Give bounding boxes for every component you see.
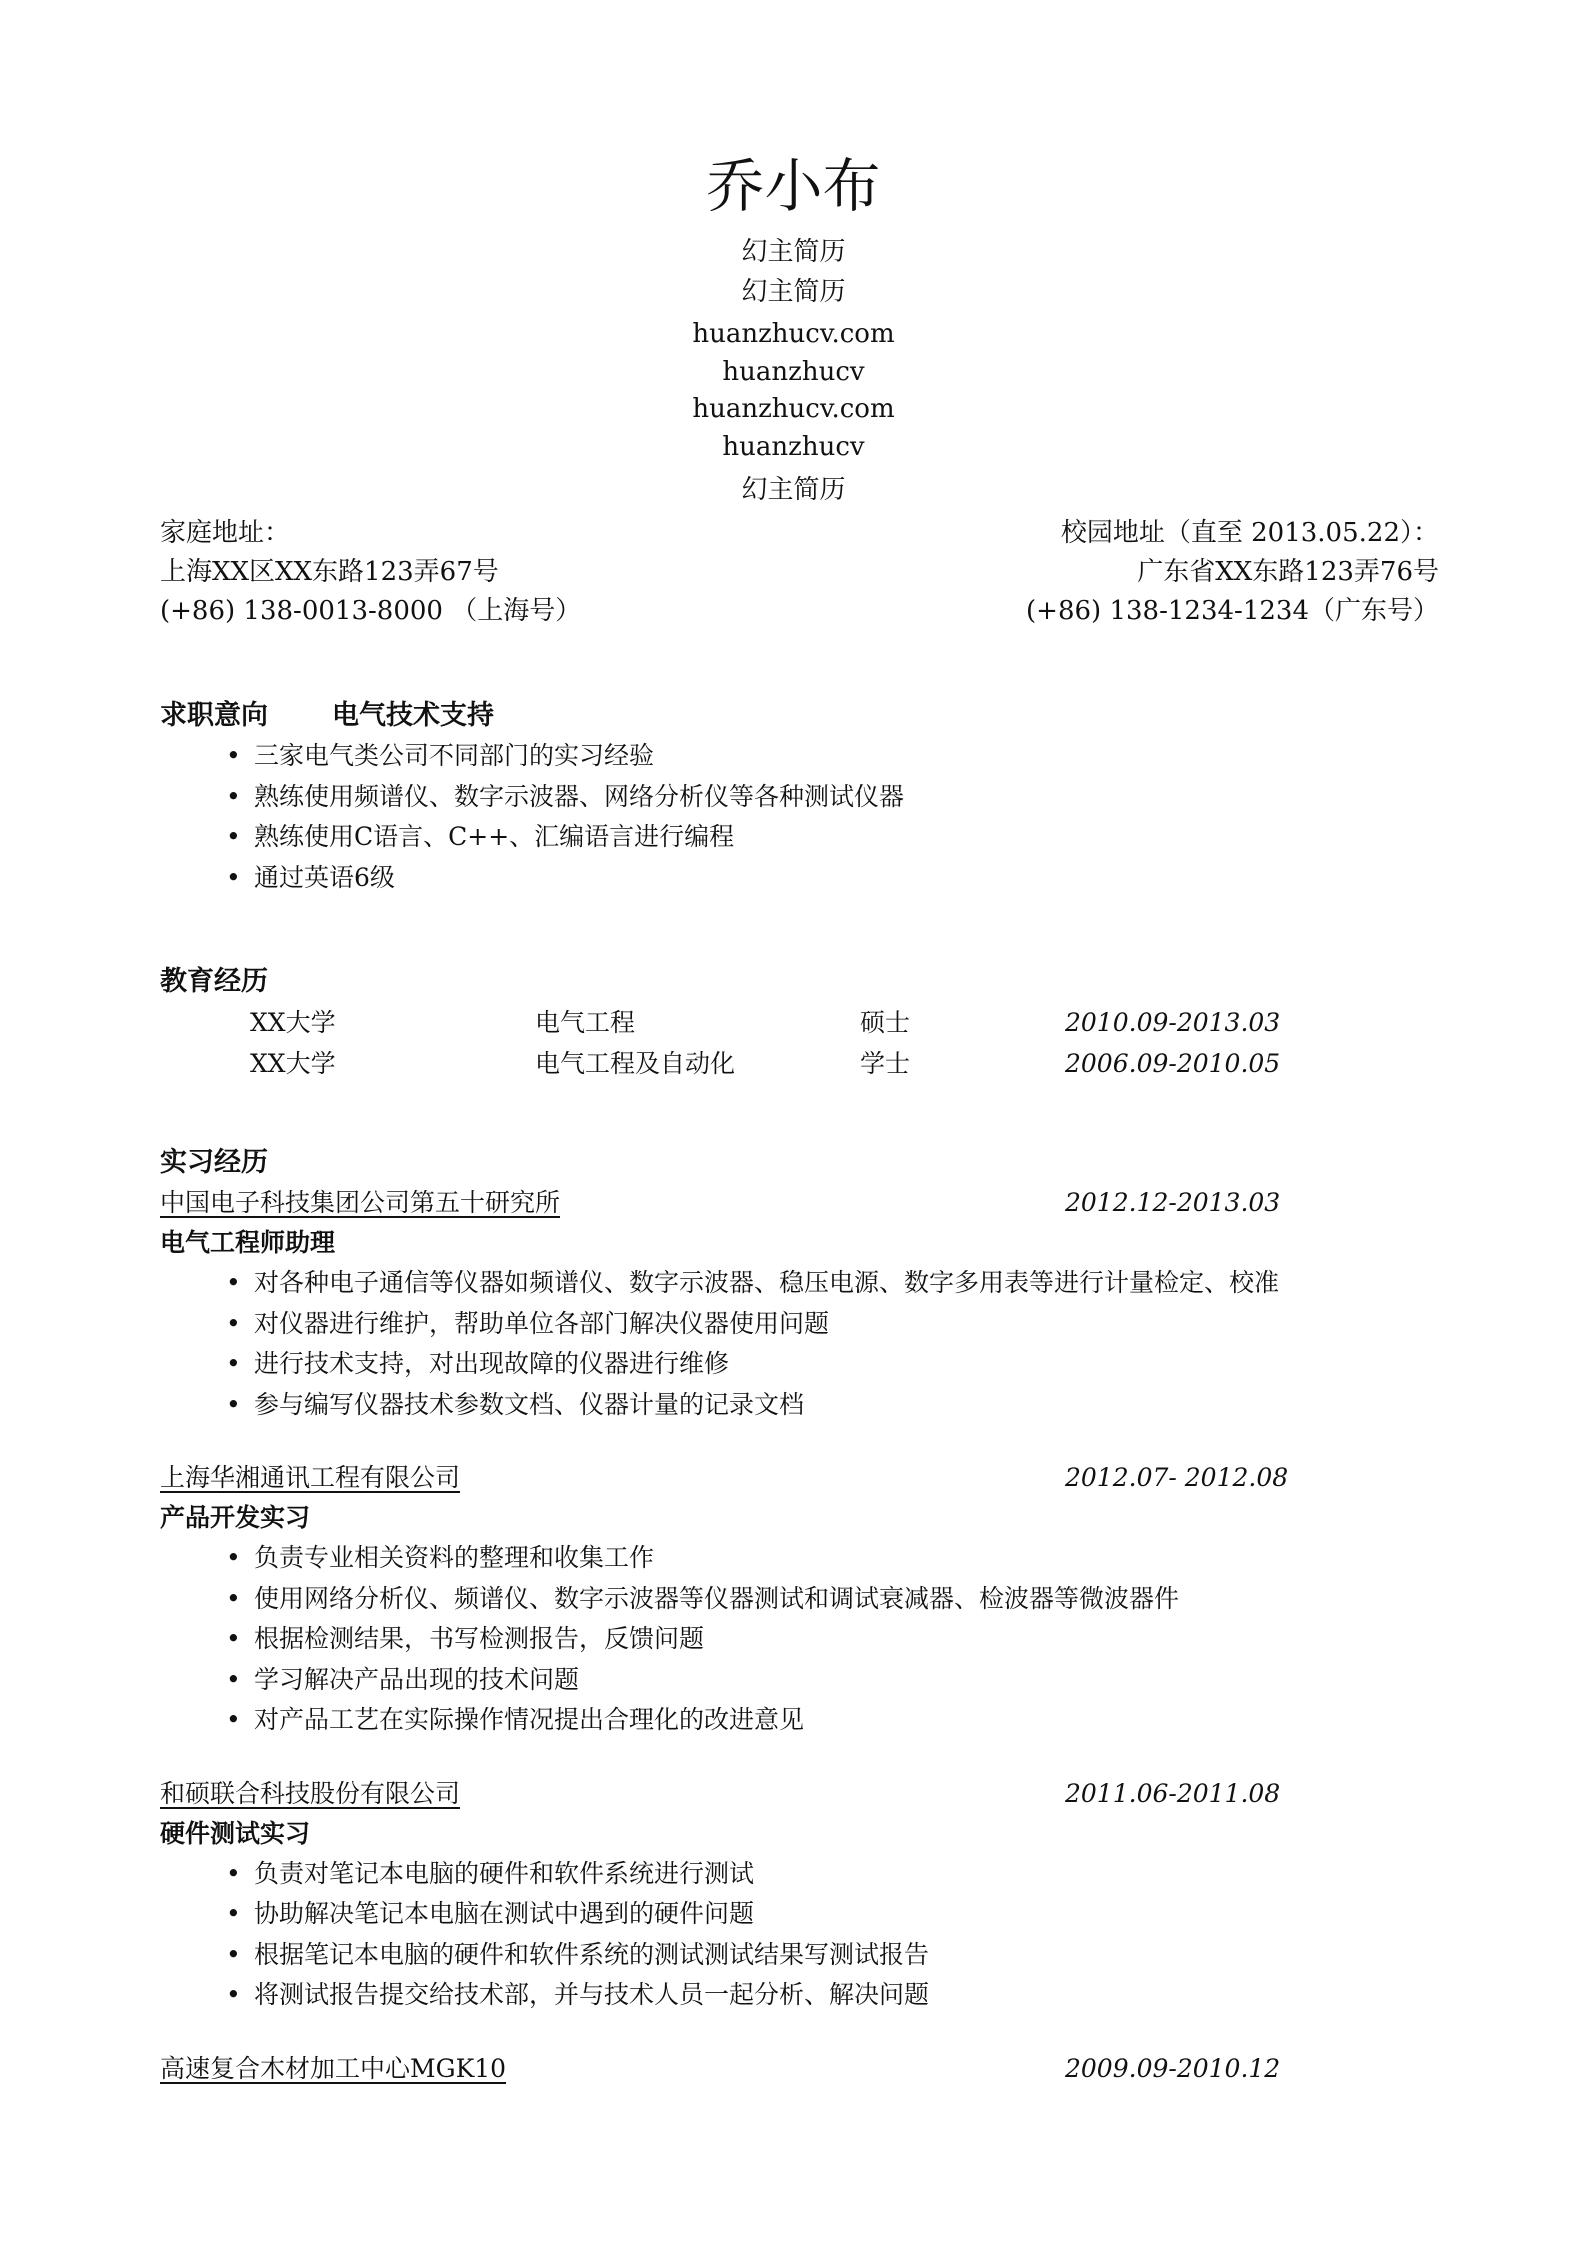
education-row (160, 1043, 1440, 1084)
school: XX大学 (250, 1049, 336, 1078)
header-line: huanzhucv.com (692, 319, 895, 349)
job-duties (160, 1538, 1440, 1741)
company-name: 上海华湘通讯工程有限公司 (160, 1463, 461, 1492)
home-phone: (+86) 138-0013-8000 （上海号） (160, 596, 582, 626)
degree: 硕士 (860, 1008, 911, 1037)
job-role: 产品开发实习 (160, 1503, 311, 1532)
campus-contact (1026, 515, 1439, 629)
major: 电气工程及自动化 (535, 1049, 736, 1078)
education-title: 教育经历 (160, 966, 268, 997)
job-duties (160, 1263, 1440, 1425)
list-item: • 对各种电子通信等仪器如频谱仪、数字示波器、稳压电源、数字多用表等进行计量检定、校准 (226, 1263, 1440, 1304)
list-item: • 负责专业相关资料的整理和收集工作 (226, 1538, 1440, 1579)
list-item: • 三家电气类公司不同部门的实习经验 (226, 736, 1440, 777)
header-line: 幻主简历 (741, 237, 846, 267)
objective-list (160, 736, 1440, 898)
list-item: • 对产品工艺在实际操作情况提出合理化的改进意见 (226, 1700, 1440, 1741)
campus-phone: (+86) 138-1234-1234（广东号） (1026, 596, 1439, 626)
list-item: • 进行技术支持，对出现故障的仪器进行维修 (226, 1344, 1440, 1385)
home-address: 上海XX区XX东路123弄67号 (160, 557, 499, 587)
degree: 学士 (860, 1049, 911, 1078)
job-header (160, 1774, 1440, 1814)
job-header (160, 2049, 1440, 2089)
header-line: huanzhucv (722, 432, 865, 462)
objective-title (160, 696, 1440, 736)
objective-section (160, 696, 1440, 898)
list-item: • 根据笔记本电脑的硬件和软件系统的测试测试结果写测试报告 (226, 1935, 1440, 1976)
job-date: 2009.09-2010.12 (1065, 2053, 1281, 2083)
company-name: 和硕联合科技股份有限公司 (160, 1778, 461, 1808)
list-item: • 使用网络分析仪、频谱仪、数字示波器等仪器测试和调试衰减器、检波器等微波器件 (226, 1579, 1440, 1620)
company-name: 高速复合木材加工中心MGK10 (160, 2053, 507, 2083)
header-line: 幻主简历 (741, 277, 846, 307)
objective-job: 电气技术支持 (332, 700, 494, 731)
header-line: huanzhucv.com (692, 394, 895, 424)
job-header (160, 1183, 1440, 1223)
campus-label: 校园地址（直至 2013.05.22）： (1060, 518, 1439, 548)
campus-address: 广东省XX东路123弄76号 (1137, 557, 1439, 587)
internship-title: 实习经历 (160, 1147, 268, 1178)
job-date: 2012.12-2013.03 (1065, 1188, 1281, 1217)
education-row (160, 1002, 1440, 1043)
job-date: 2012.07- 2012.08 (1065, 1463, 1289, 1492)
major: 电气工程 (535, 1008, 636, 1037)
home-label: 家庭地址： (160, 518, 291, 548)
list-item: • 熟练使用C语言、C++、汇编语言进行编程 (226, 817, 1440, 858)
company-name: 中国电子科技集团公司第五十研究所 (160, 1188, 561, 1217)
header-line: 幻主简历 (741, 475, 846, 505)
list-item: • 熟练使用频谱仪、数字示波器、网络分析仪等各种测试仪器 (226, 777, 1440, 818)
internship-section (160, 1143, 1440, 2089)
school: XX大学 (250, 1008, 336, 1037)
resume-name: 乔小布 (706, 152, 881, 220)
job-role: 电气工程师助理 (160, 1228, 336, 1257)
job-role: 硬件测试实习 (160, 1818, 311, 1848)
list-item: • 对仪器进行维护，帮助单位各部门解决仪器使用问题 (226, 1304, 1440, 1345)
objective-label: 求职意向 (160, 700, 268, 731)
home-contact (160, 515, 581, 629)
job-duties (160, 1854, 1440, 2016)
education-section (160, 962, 1440, 1084)
list-item: • 将测试报告提交给技术部，并与技术人员一起分析、解决问题 (226, 1975, 1440, 2016)
list-item: • 参与编写仪器技术参数文档、仪器计量的记录文档 (226, 1385, 1440, 1426)
job-header (160, 1458, 1440, 1498)
list-item: • 负责对笔记本电脑的硬件和软件系统进行测试 (226, 1854, 1440, 1895)
education-date: 2006.09-2010.05 (1065, 1049, 1281, 1078)
header-line: huanzhucv (722, 357, 865, 387)
list-item: • 协助解决笔记本电脑在测试中遇到的硬件问题 (226, 1894, 1440, 1935)
job-date: 2011.06-2011.08 (1065, 1778, 1281, 1808)
list-item: • 通过英语6级 (226, 858, 1440, 899)
list-item: • 学习解决产品出现的技术问题 (226, 1660, 1440, 1701)
education-date: 2010.09-2013.03 (1065, 1008, 1281, 1037)
list-item: • 根据检测结果，书写检测报告，反馈问题 (226, 1619, 1440, 1660)
